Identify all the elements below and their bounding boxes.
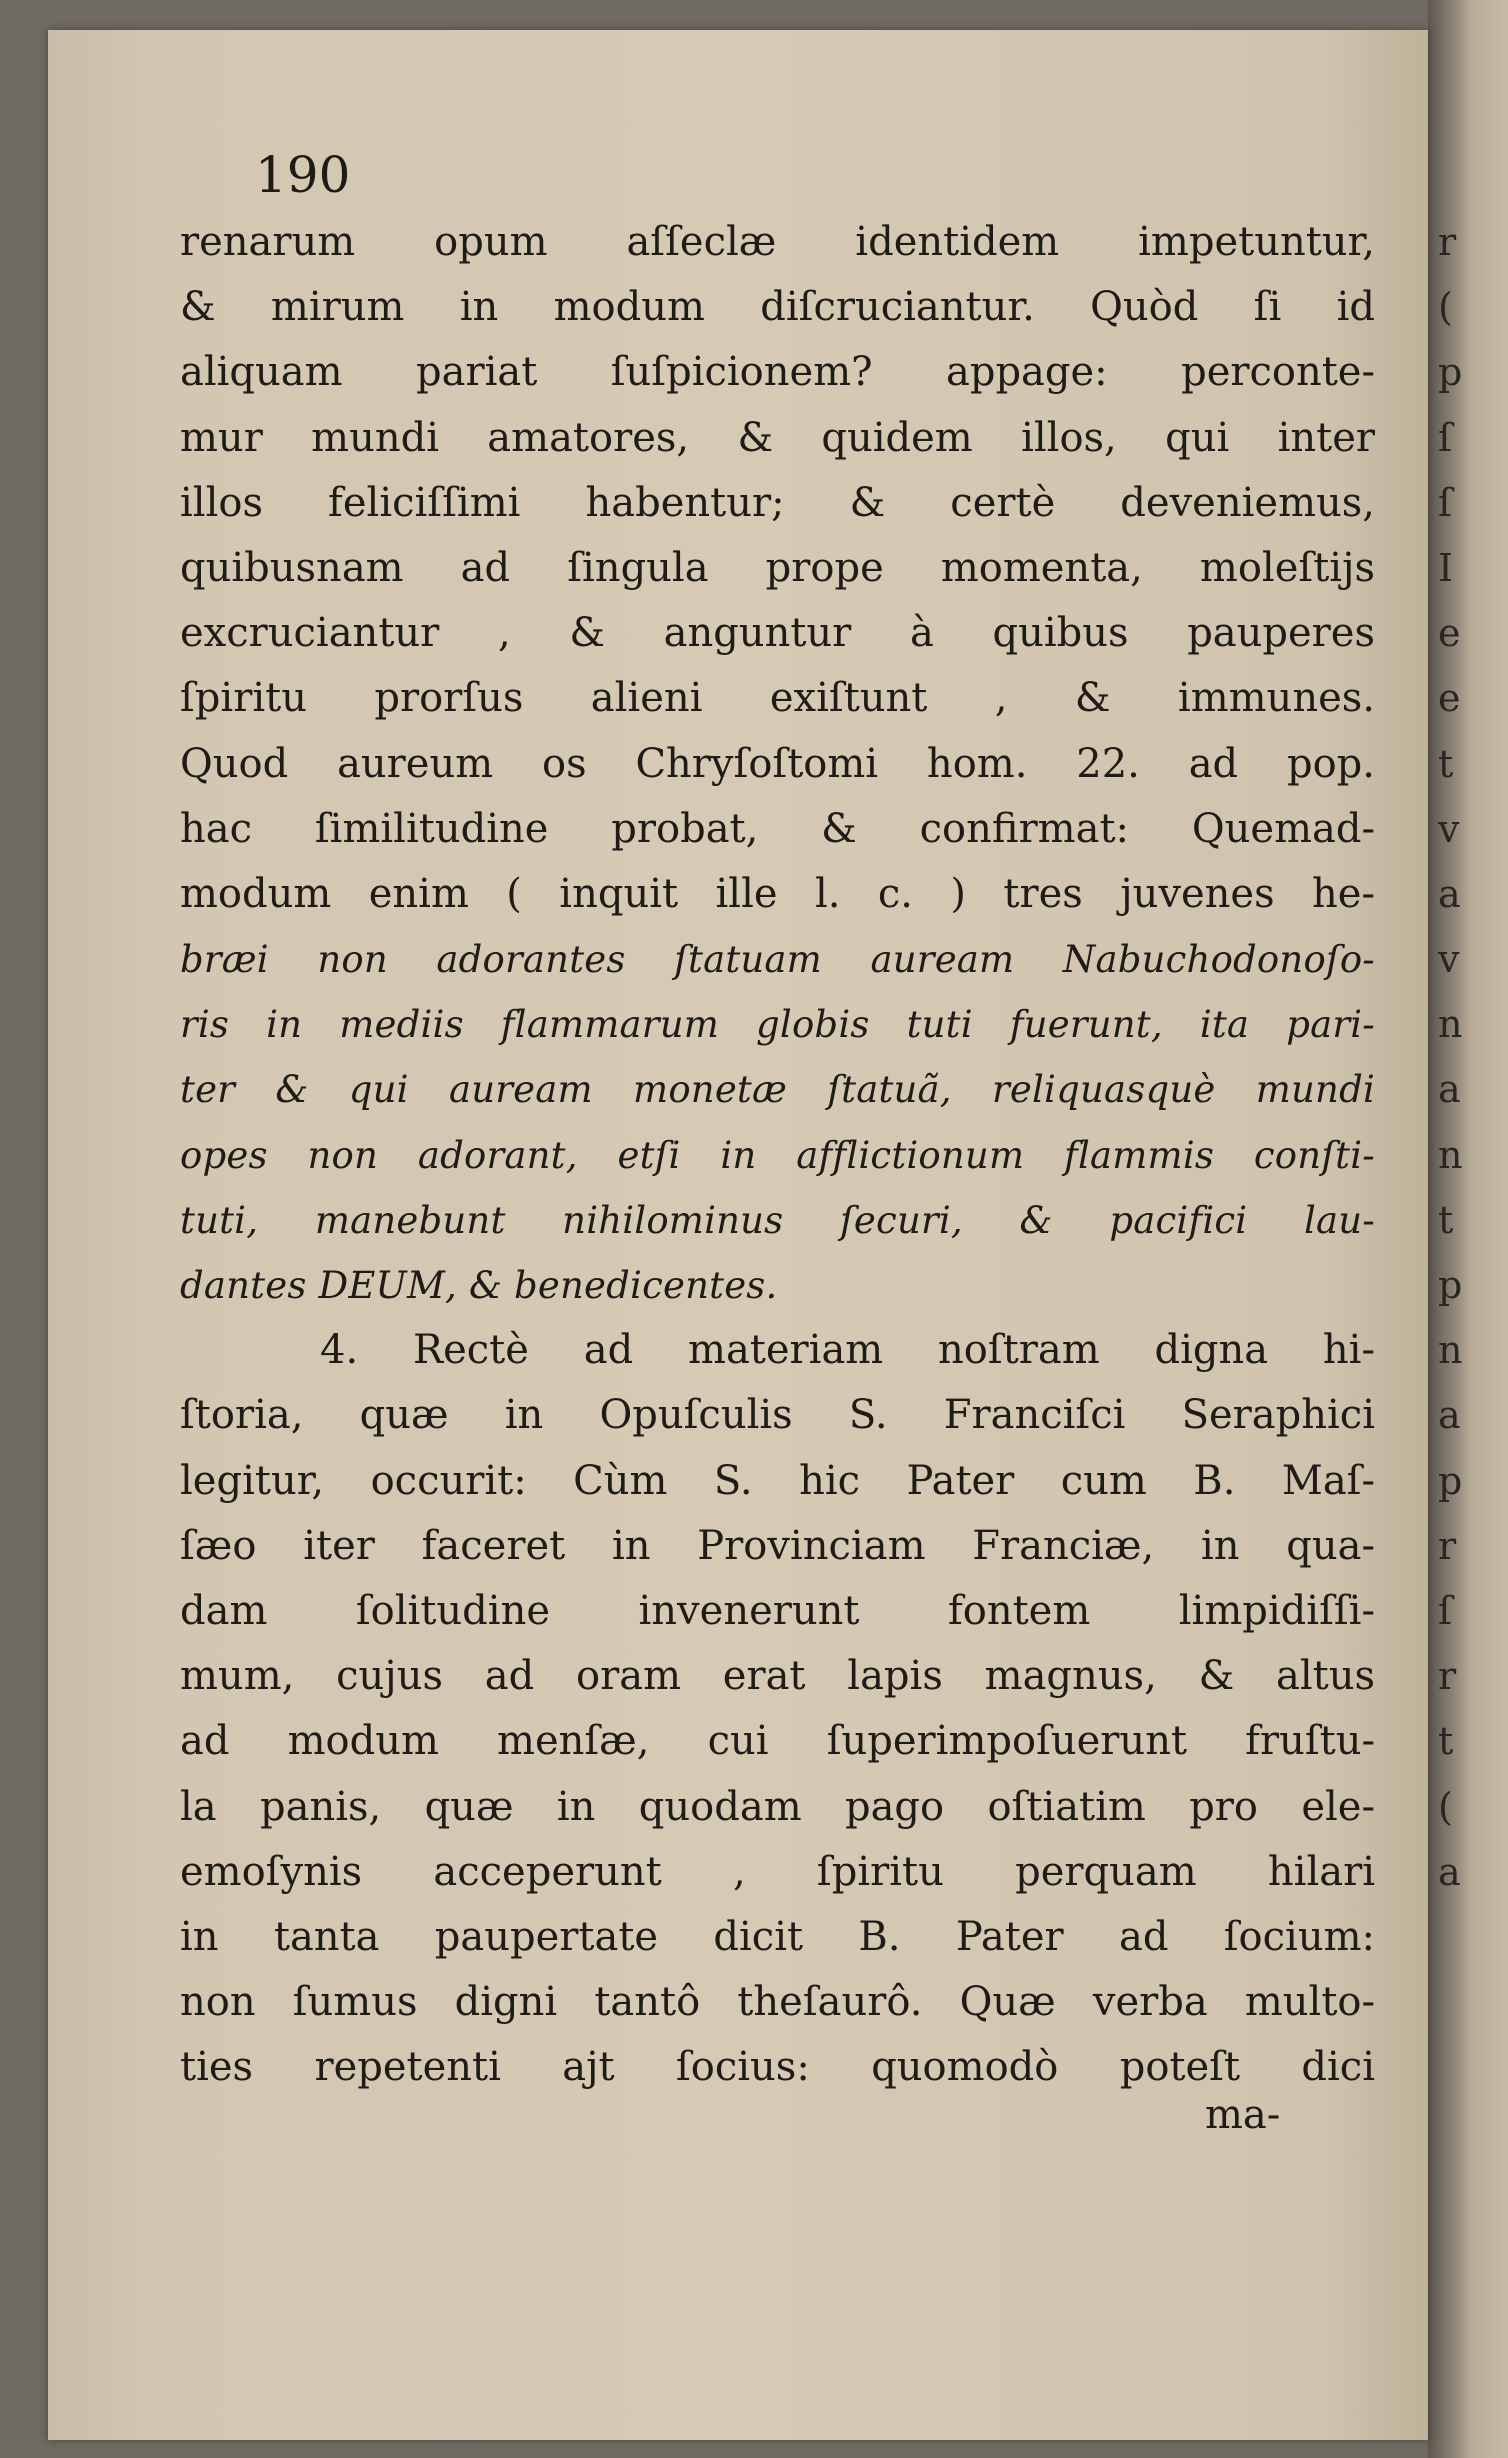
facing-page-fragment: p xyxy=(1438,1458,1463,1503)
facing-page-fragment: a xyxy=(1438,1393,1461,1438)
text-line: dam ſolitudine invenerunt fontem limpidiſſi- xyxy=(180,1587,1375,1634)
text-line: excruciantur , & anguntur à quibus pauperes xyxy=(180,610,1375,657)
text-line: ſæo iter faceret in Provinciam Franciæ, in qua- xyxy=(180,1522,1375,1569)
quotation-line: dantes DEUM, & benedicentes. xyxy=(180,1264,778,1307)
quotation-line: opes non adorant, etſi in afflictionum flammis conſti- xyxy=(180,1133,1375,1177)
facing-page-fragment: ſ xyxy=(1438,1588,1453,1633)
text-line: mum, cujus ad oram erat lapis magnus, & altus xyxy=(180,1653,1375,1700)
facing-page-fragment: n xyxy=(1438,1002,1463,1047)
body-text xyxy=(180,210,1375,2100)
page-number: 190 xyxy=(255,146,351,204)
text-line: legitur, occurit: Cùm S. hic Pater cum B. Maſ- xyxy=(180,1457,1375,1504)
facing-page-fragment: n xyxy=(1438,1132,1463,1177)
text-line: emoſynis acceperunt , ſpiritu perquam hilari xyxy=(180,1848,1375,1895)
facing-page-fragment: t xyxy=(1438,1197,1454,1242)
text-line: quibusnam ad ſingula prope momenta, moleſtijs xyxy=(180,544,1375,591)
quotation-line: bræi non adorantes ſtatuam auream Nabuchodonoſo- xyxy=(180,938,1375,982)
text-line: ſpiritu prorſus alieni exiſtunt , & immunes. xyxy=(180,675,1375,722)
text-line: & mirum in modum diſcruciantur. Quòd ſi id xyxy=(180,284,1375,331)
text-line: Quod aureum os Chryſoſtomi hom. 22. ad pop. xyxy=(180,740,1375,787)
quotation-line: ris in mediis flammarum globis tuti fuerunt, ita pari- xyxy=(180,1003,1375,1047)
text-line: non ſumus digni tantô theſaurô. Quæ verba multo- xyxy=(180,1979,1375,2026)
facing-page-fragment: n xyxy=(1438,1328,1463,1373)
facing-page-fragment: I xyxy=(1438,545,1454,590)
catchword: ma- xyxy=(1205,2092,1281,2138)
facing-page-fragment: v xyxy=(1438,806,1460,851)
text-line: in tanta paupertate dicit B. Pater ad ſocium: xyxy=(180,1913,1375,1960)
facing-page-fragment: p xyxy=(1438,1263,1463,1307)
paragraph-start-line: 4. Rectè ad materiam noſtram digna hi- xyxy=(320,1327,1375,1374)
text-line: hac ſimilitudine probat, & confirmat: Quemad- xyxy=(180,805,1375,852)
text-line: ad modum menſæ, cui ſuperimpoſuerunt fruſtu- xyxy=(180,1718,1375,1765)
text-line: illos feliciſſimi habentur; & certè deveniemus, xyxy=(180,479,1375,526)
quotation-line: ter & qui auream monetæ ſtatuã, reliquasquè mundi xyxy=(180,1068,1375,1112)
text-line: aliquam pariat ſuſpicionem? appage: perconte- xyxy=(180,349,1375,396)
facing-page-fragment: a xyxy=(1438,1849,1461,1894)
facing-page-fragment: e xyxy=(1438,611,1461,656)
facing-page-fragment: r xyxy=(1438,1654,1457,1699)
facing-page-fragment: t xyxy=(1438,1719,1454,1764)
text-line: modum enim ( inquit ille l. c. ) tres juvenes he- xyxy=(180,870,1375,917)
text-line: renarum opum aſſeclæ identidem impetuntur, xyxy=(180,219,1375,265)
text-line: ſtoria, quæ in Opuſculis S. Franciſci Seraphici xyxy=(180,1392,1375,1439)
quotation-line: tuti, manebunt nihilominus ſecuri, & pacifici lau- xyxy=(180,1198,1375,1242)
facing-page-fragment: a xyxy=(1438,871,1461,916)
facing-page-fragment: t xyxy=(1438,741,1454,786)
facing-page-fragment: r xyxy=(1438,220,1457,264)
facing-page-fragment: ſ xyxy=(1438,480,1453,525)
facing-page-fragment: e xyxy=(1438,676,1461,721)
facing-page-fragment: r xyxy=(1438,1523,1457,1568)
text-line: ties repetenti ajt ſocius: quomodò poteſt dici xyxy=(180,2044,1375,2091)
facing-page-fragment: ( xyxy=(1438,285,1453,330)
facing-page-fragment: ſ xyxy=(1438,415,1453,460)
facing-page-fragment: a xyxy=(1438,1067,1461,1112)
facing-page-edge xyxy=(1438,210,1498,1905)
facing-page-fragment: ( xyxy=(1438,1784,1453,1829)
facing-page-fragment: p xyxy=(1438,350,1463,395)
text-line: mur mundi amatores, & quidem illos, qui inter xyxy=(180,414,1375,461)
text-line: la panis, quæ in quodam pago oſtiatim pro ele- xyxy=(180,1783,1375,1830)
facing-page-fragment: v xyxy=(1438,937,1460,982)
